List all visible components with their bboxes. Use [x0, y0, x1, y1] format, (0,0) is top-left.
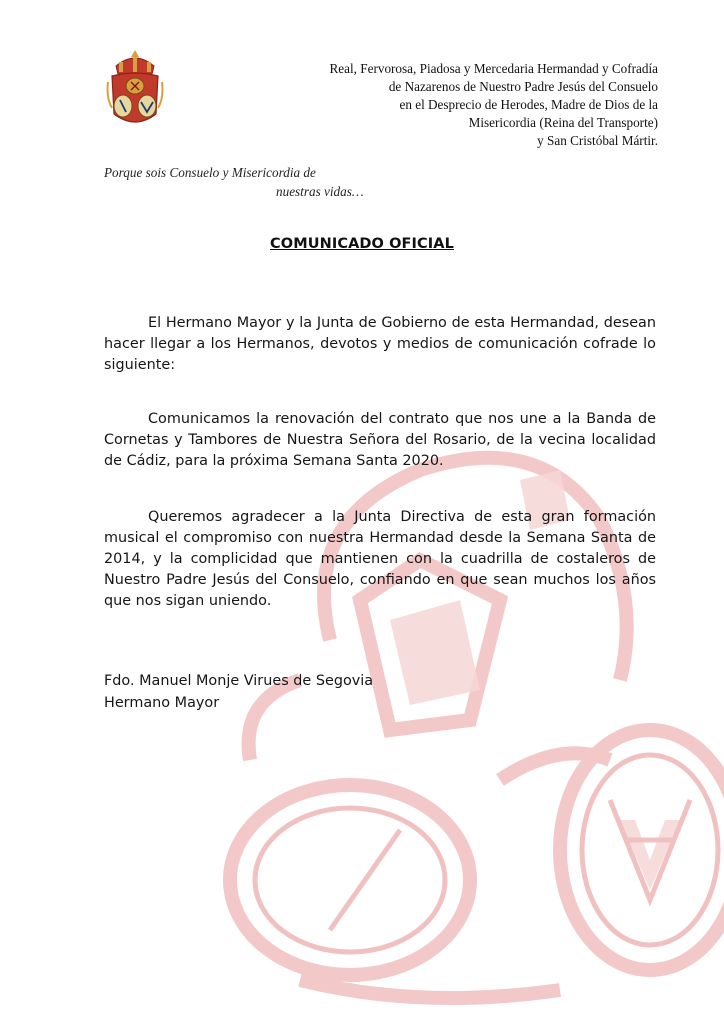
- signatory-role: Hermano Mayor: [104, 695, 220, 711]
- motto-line-1: Porque sois Consuelo y Misericordia de: [104, 165, 316, 180]
- body-paragraph-3: [104, 507, 656, 612]
- header-line: en el Desprecio de Herodes, Madre de Dios de la: [399, 97, 658, 112]
- document-title: COMUNICADO OFICIAL: [270, 236, 454, 252]
- signature-block: [104, 670, 373, 714]
- body-paragraph-1: [104, 313, 656, 376]
- paragraph-text: Queremos agradecer a la Junta Directiva de esta gran formación musical el compromiso con nuestra Hermandad desde la Semana Santa de 2014, y la complicidad que mantienen con la cuadrilla de costaleros de Nuestro Padre Jesús del Consuelo, confiando en que sean muchos los años que nos sigan uniendo.: [104, 509, 656, 609]
- brotherhood-crest-logo: [106, 48, 164, 130]
- header-line: de Nazarenos de Nuestro Padre Jesús del Consuelo: [388, 79, 658, 94]
- motto: [104, 163, 364, 201]
- header-line: Real, Fervorosa, Piadosa y Mercedaria Hermandad y Cofradía: [329, 61, 658, 76]
- body-paragraph-2: [104, 409, 656, 472]
- header-line: y San Cristóbal Mártir.: [537, 133, 658, 148]
- paragraph-text: Comunicamos la renovación del contrato que nos une a la Banda de Cornetas y Tambores de Nuestra Señora del Rosario, de la vecina localidad de Cádiz, para la próxima Semana Santa 2020.: [104, 411, 656, 469]
- brotherhood-name-header: [238, 60, 658, 150]
- header-line: Misericordia (Reina del Transporte): [468, 115, 658, 130]
- motto-line-2: nuestras vidas…: [276, 184, 364, 199]
- paragraph-text: El Hermano Mayor y la Junta de Gobierno de esta Hermandad, desean hacer llegar a los Hermanos, devotos y medios de comunicación cofrade lo siguiente:: [104, 315, 656, 373]
- signatory-name: Fdo. Manuel Monje Virues de Segovia: [104, 673, 374, 689]
